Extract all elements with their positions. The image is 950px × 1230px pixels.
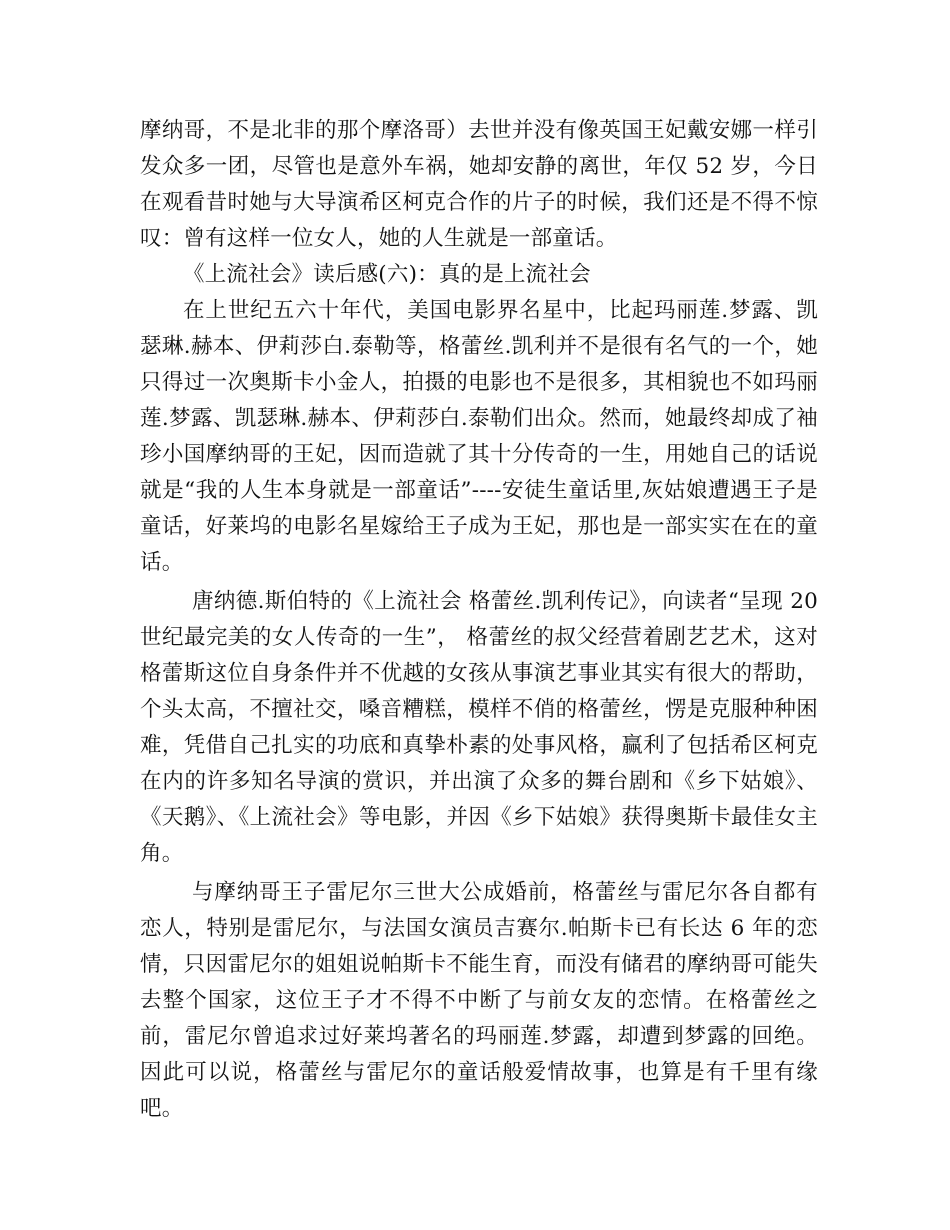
paragraph-background: 在上世纪五六十年代，美国电影界名星中，比起玛丽莲.梦露、凯瑟琳.赫本、伊莉莎白.泰勒等，格蕾丝.凯利并不是很有名气的一个，她只得过一次奥斯卡小金人，拍摄的电影也不是很多，其相貌也不如玛丽莲.梦露、凯瑟琳.赫本、伊莉莎白.泰勒们出众。然而，她最终却成了袖珍小国摩纳哥的王妃，因而造就了其十分传奇的一生，用她自己的话说就是“我的人生本身就是一部童话”----安徒生童话里,灰姑娘遭遇王子是童话，好莱坞的电影名星嫁给王子成为王妃，那也是一部实实在在的童话。 (140, 298, 818, 575)
document-body (140, 113, 818, 1127)
section-heading: 《上流社会》读后感(六)：真的是上流社会 (183, 262, 591, 287)
paragraph-biography: 唐纳德.斯伯特的《上流社会 格蕾丝.凯利传记》，向读者“呈现 20 世纪最完美的女人传奇的一生”， 格蕾丝的叔父经营着剧艺艺术，这对格蕾斯这位自身条件并不优越的女孩从事演艺事业其实有很大的帮助，个头太高，不擅社交，嗓音糟糕，模样不俏的格蕾丝，愣是克服种种困难，凭借自己扎实的功底和真挚朴素的处事风格，赢利了包括希区柯克在内的许多知名导演的赏识，并出演了众多的舞台剧和《乡下姑娘》、《天鹅》、《上流社会》等电影，并因《乡下姑娘》获得奥斯卡最佳女主角。 (140, 589, 818, 866)
paragraph-intro: 摩纳哥，不是北非的那个摩洛哥）去世并没有像英国王妃戴安娜一样引发众多一团，尽管也是意外车祸，她却安静的离世，年仅 52 岁，今日在观看昔时她与大导演希区柯克合作的片子的时候，我们还是不得不惊叹：曾有这样一位女人，她的人生就是一部童话。 (140, 118, 818, 251)
paragraph-romance: 与摩纳哥王子雷尼尔三世大公成婚前，格蕾丝与雷尼尔各自都有恋人，特别是雷尼尔，与法国女演员吉赛尔.帕斯卡已有长达 6 年的恋情，只因雷尼尔的姐姐说帕斯卡不能生育，而没有储君的摩纳哥可能失去整个国家，这位王子才不得不中断了与前女友的恋情。在格蕾丝之前，雷尼尔曾追求过好莱坞著名的玛丽莲.梦露，却遭到梦露的回绝。因此可以说，格蕾丝与雷尼尔的童话般爱情故事，也算是有千里有缘吧。 (140, 880, 818, 1121)
